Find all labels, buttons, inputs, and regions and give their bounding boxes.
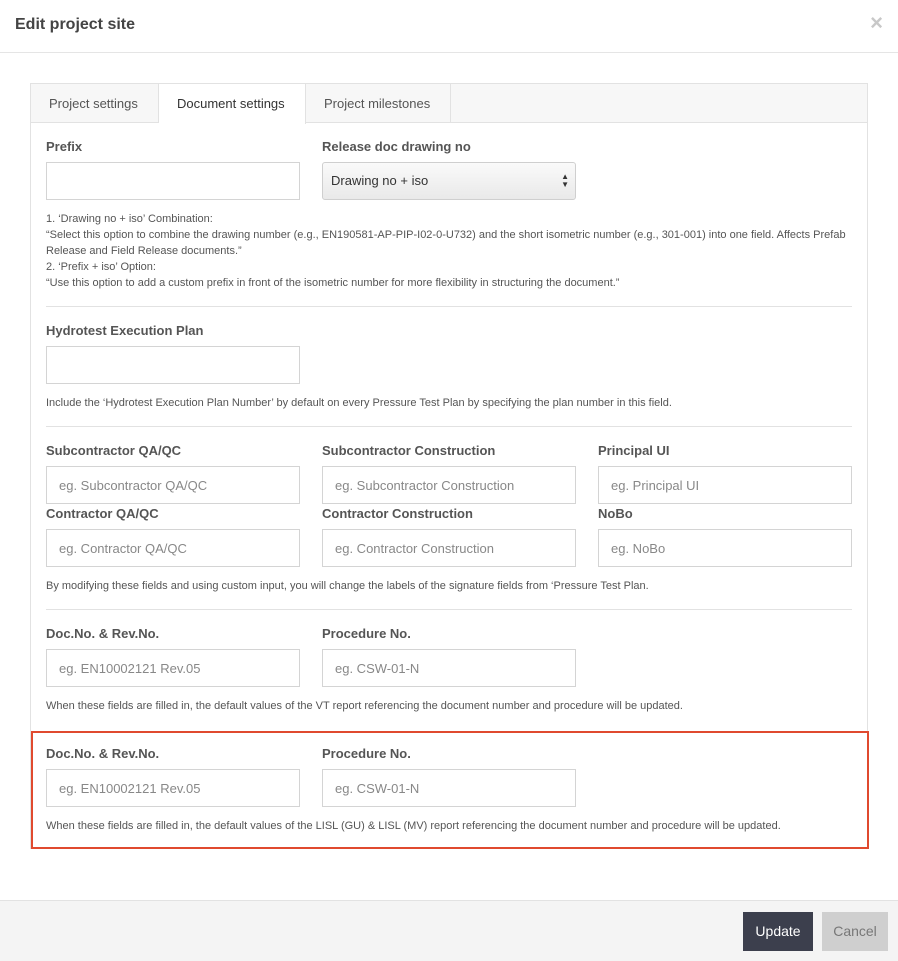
principal-ui-input[interactable]	[598, 466, 852, 504]
tab-project-milestones[interactable]: Project milestones	[306, 84, 451, 123]
dialog-footer	[0, 900, 898, 961]
tab-project-settings[interactable]: Project settings	[31, 84, 159, 123]
divider	[46, 306, 852, 307]
subcontractor-construction-label: Subcontractor Construction	[322, 443, 496, 458]
contractor-qaqc-label: Contractor QA/QC	[46, 506, 159, 521]
release-doc-select[interactable]	[322, 162, 576, 200]
update-button[interactable]: Update	[743, 912, 813, 951]
vt-doc-rev-label: Doc.No. & Rev.No.	[46, 626, 160, 641]
nobo-label: NoBo	[598, 506, 633, 521]
hydrotest-label: Hydrotest Execution Plan	[46, 323, 204, 338]
select-arrows-icon: ▲ ▼	[561, 172, 569, 189]
vt-procedure-label: Procedure No.	[322, 626, 411, 641]
tab-document-settings[interactable]: Document settings	[159, 84, 306, 124]
prefix-input[interactable]	[46, 162, 300, 200]
vt-doc-rev-input[interactable]	[46, 649, 300, 687]
release-doc-selected-value: Drawing no + iso	[331, 173, 429, 188]
lisl-procedure-label: Procedure No.	[322, 746, 411, 761]
principal-ui-label: Principal UI	[598, 443, 670, 458]
prefix-help-line: 1. ‘Drawing no + iso’ Combination:	[46, 213, 213, 225]
lisl-help: When these fields are filled in, the default values of the LISL (GU) & LISL (MV) report referencing the document number and procedure will be updated.	[46, 820, 781, 832]
cancel-button[interactable]: Cancel	[822, 912, 888, 951]
nobo-input[interactable]	[598, 529, 852, 567]
hydrotest-input[interactable]	[46, 346, 300, 384]
lisl-doc-rev-label: Doc.No. & Rev.No.	[46, 746, 160, 761]
prefix-help	[46, 211, 856, 291]
vt-procedure-input[interactable]	[322, 649, 576, 687]
prefix-help-line: “Use this option to add a custom prefix in front of the isometric number for more flexibility in structuring the document.”	[46, 277, 620, 289]
hydrotest-help: Include the ‘Hydrotest Execution Plan Number’ by default on every Pressure Test Plan by specifying the plan number in this field.	[46, 397, 672, 409]
close-icon[interactable]: ×	[870, 10, 883, 35]
prefix-help-line: 2. ‘Prefix + iso’ Option:	[46, 261, 156, 273]
contractor-construction-input[interactable]	[322, 529, 576, 567]
subcontractor-qaqc-input[interactable]	[46, 466, 300, 504]
dialog-title: Edit project site	[15, 16, 136, 33]
subcontractor-construction-input[interactable]	[322, 466, 576, 504]
vt-help: When these fields are filled in, the default values of the VT report referencing the document number and procedure will be updated.	[46, 700, 683, 712]
tab-bar	[31, 84, 867, 123]
contractor-construction-label: Contractor Construction	[322, 506, 473, 521]
release-doc-label: Release doc drawing no	[322, 139, 471, 154]
dialog-header	[0, 0, 898, 53]
signatures-help: By modifying these fields and using custom input, you will change the labels of the signature fields from ‘Pressure Test Plan.	[46, 580, 649, 592]
divider	[46, 426, 852, 427]
prefix-help-line: “Select this option to combine the drawing number (e.g., EN190581-AP-PIP-I02-0-U732) and the short isometric number (e.g., 301-001) into one field. Affects Prefab Release and Field Release documents.”	[46, 229, 846, 257]
subcontractor-qaqc-label: Subcontractor QA/QC	[46, 443, 182, 458]
lisl-doc-rev-input[interactable]	[46, 769, 300, 807]
lisl-procedure-input[interactable]	[322, 769, 576, 807]
prefix-label: Prefix	[46, 139, 83, 154]
contractor-qaqc-input[interactable]	[46, 529, 300, 567]
divider	[46, 609, 852, 610]
